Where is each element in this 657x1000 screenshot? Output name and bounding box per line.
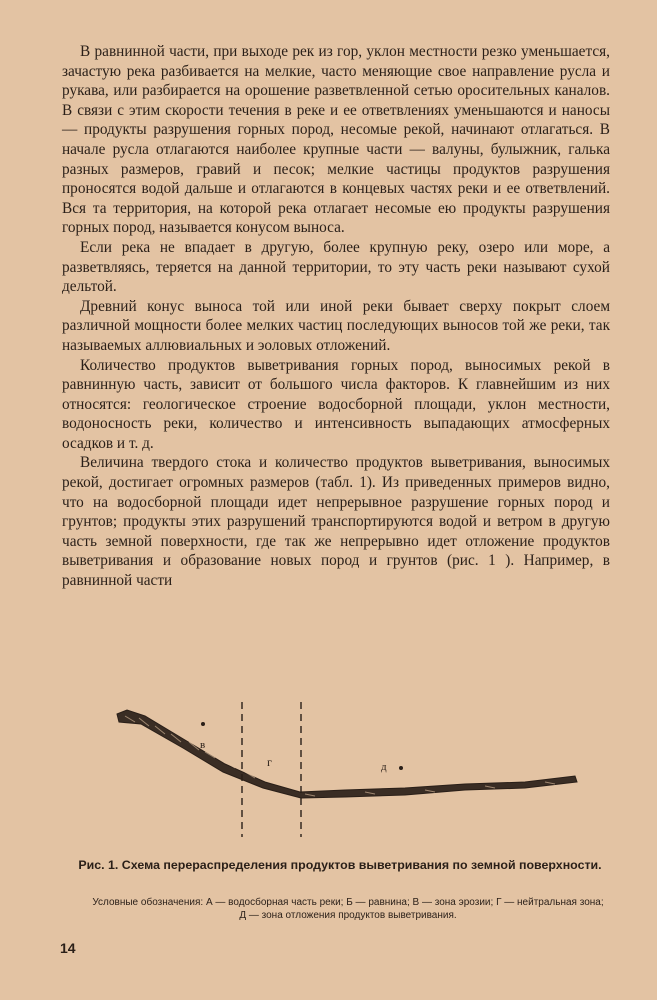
figure-caption: Рис. 1. Схема перераспределения продуктов выветривания по земной поверхности. — [78, 858, 602, 872]
marker-dot-v — [201, 722, 205, 726]
figure-legend: Условные обозначения: А — водосборная часть реки; Б — равнина; В — зона эрозии; Г — нейтральная зона; Д — зона отложения продуктов выветривания. — [92, 897, 604, 921]
zone-label-d: д — [381, 761, 387, 773]
paragraph-2: Если река не впадает в другую, более крупную реку, озеро или море, а разветвляясь, теряется на данной территории, то эту часть реки называют сухой дельтой. — [62, 238, 610, 296]
figure-1 — [105, 702, 610, 852]
paragraph-4: Количество продуктов выветривания горных пород, выносимых рекой в равнинную часть, зависит от большого числа факторов. К главнейшим из них относятся: геологическое строение водосборной площади, уклон местности, водоносность реки, количество и интенсивность выпадающих атмосферных осадков и т. д. — [62, 356, 610, 452]
zone-label-v: в — [200, 739, 206, 751]
body-text — [62, 42, 610, 591]
ground-surface-hatched — [117, 710, 577, 798]
redistribution-scheme-diagram — [105, 702, 610, 852]
paragraph-3: Древний конус выноса той или иной реки бывает сверху покрыт слоем различной мощности более мелких частиц последующих выносов той же реки, так называемых аллювиальных и эоловых отложений. — [62, 297, 610, 354]
zone-label-g: г — [267, 755, 272, 769]
paragraph-5: Величина твердого стока и количество продуктов выветривания, выносимых рекой, достигает огромных размеров (табл. 1). Из приведенных примеров видно, что на водосборной площади идет непрерывное разрушение горных пород и грунтов; продукты этих разрушений транспортируются водой и ветром в другую часть земной поверхности, где так же непрерывно идет отложение продуктов выветривания и образование новых пород и грунтов (рис. 1 ). Например, в равнинной части — [62, 454, 610, 590]
paragraph-1: В равнинной части, при выходе рек из гор, уклон местности резко уменьшается, зачастую река разбивается на мелкие, часто меняющие свое направление русла и рукава, или разбирается на орошение разветвленной сетью оросительных каналов. В связи с этим скорости течения в реке и ее ответвлениях уменьшаются и наносы — продукты разрушения горных пород, несомые рекой, начинают отлагаться. В начале русла отлагаются наиболее крупные части — валуны, булыжник, галька разных размеров, гравий и песок; мелкие частицы продуктов разрушения проносятся водой дальше и отлагаются в концевых частях реки и ее ответвлений. Вся та территория, на которой река отлагает несомые ею продукты разрушения горных пород, называется конусом выноса. — [62, 43, 610, 237]
marker-dot-d — [399, 766, 403, 770]
page-number: 14 — [60, 940, 76, 956]
